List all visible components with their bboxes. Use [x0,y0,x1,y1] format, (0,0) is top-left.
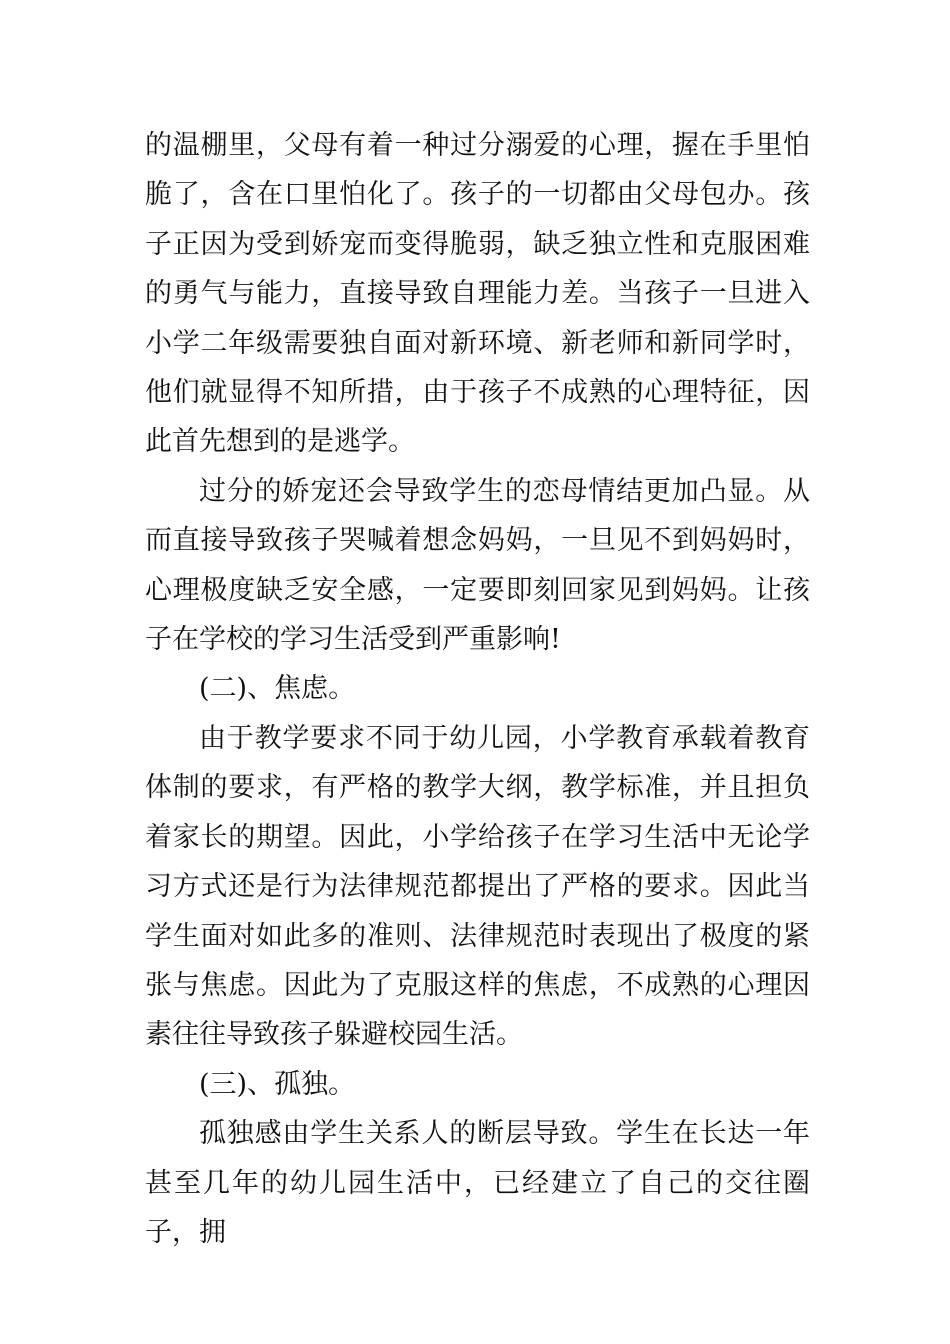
section-heading-anxiety: (二)、焦虑。 [199,673,356,705]
paragraph-loneliness: 孤独感由学生关系人的断层导致。学生在长达一年甚至几年的幼儿园生活中，已经建立了自己的交往圈子，拥 [145,1118,810,1248]
paragraph-spoiling: 过分的娇宠还会导致学生的恋母情结更加凸显。从而直接导致孩子哭喊着想念妈妈，一旦见不到妈妈时，心理极度缺乏安全感，一定要即刻回家见到妈妈。让孩子在学校的学习生活受到严重影响! [145,475,810,656]
paragraph-anxiety: 由于教学要求不同于幼儿园，小学教育承载着教育体制的要求，有严格的教学大纲，教学标准，并且担负着家长的期望。因此，小学给孩子在学习生活中无论学习方式还是行为法律规范都提出了严格的要求。因此当学生面对如此多的准则、法律规范时表现出了极度的紧张与焦虑。因此为了克服这样的焦虑，不成熟的心理因素往往导致孩子躲避校园生活。 [145,722,810,1051]
document-body [145,121,810,1257]
section-heading-loneliness: (三)、孤独。 [199,1068,356,1100]
paragraph-continued: 的温棚里，父母有着一种过分溺爱的心理，握在手里怕脆了，含在口里怕化了。孩子的一切都由父母包办。孩子正因为受到娇宠而变得脆弱，缺乏独立性和克服困难的勇气与能力，直接导致自理能力差。当孩子一旦进入小学二年级需要独自面对新环境、新老师和新同学时，他们就显得不知所措，由于孩子不成熟的心理特征，因此首先想到的是逃学。 [145,130,810,458]
